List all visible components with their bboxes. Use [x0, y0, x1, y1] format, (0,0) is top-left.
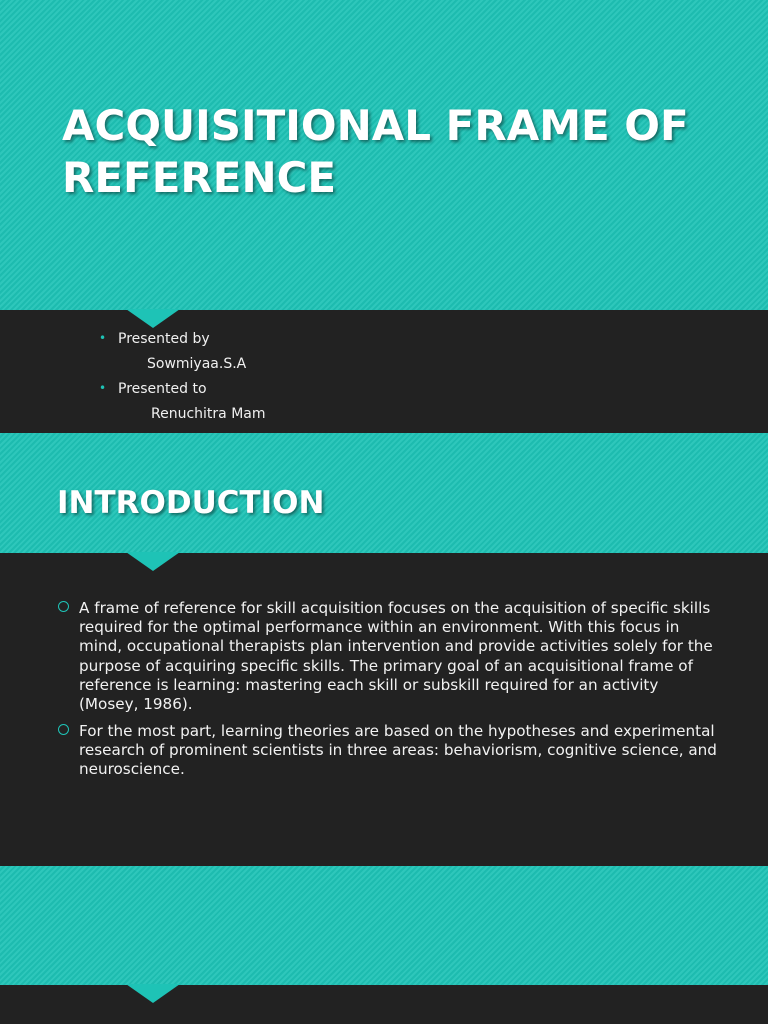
bullet-dot-icon: • [99, 381, 107, 395]
next-slide-band [0, 866, 768, 985]
bullet-text: A frame of reference for skill acquisition focuses on the acquisition of specific skills required for the optimal performance within an environment. With this focus in mind, occupational therapists plan intervention and provide activities solely for the purpose of acquiring specific skills. The primary goal of an acquisitional frame of reference is learning: mastering each skill or subskill required for an activity (Mosey, 1986). [79, 599, 713, 714]
bullet-text: For the most part, learning theories are based on the hypotheses and experimental research of prominent scientists in three areas: behaviorism, cognitive science, and neuroscience. [79, 722, 717, 779]
list-item [58, 722, 718, 780]
presented-by-label: Presented by [118, 331, 210, 347]
next-slide-panel [0, 985, 768, 1024]
bullet-ring-icon [58, 724, 69, 735]
title-band-notch [126, 309, 180, 328]
next-slide-notch [126, 984, 180, 1003]
presenter-name: Sowmiyaa.S.A [147, 356, 247, 372]
bullet-ring-icon [58, 601, 69, 612]
recipient-name: Renuchitra Mam [151, 406, 266, 422]
presenter-panel [0, 310, 768, 433]
bullet-dot-icon: • [99, 331, 107, 345]
list-item [58, 599, 718, 714]
presented-to-label: Presented to [118, 381, 207, 397]
slide-title: ACQUISITIONAL FRAME OF REFERENCE [62, 101, 689, 202]
section-title: INTRODUCTION [57, 485, 325, 521]
intro-band-notch [126, 552, 180, 571]
